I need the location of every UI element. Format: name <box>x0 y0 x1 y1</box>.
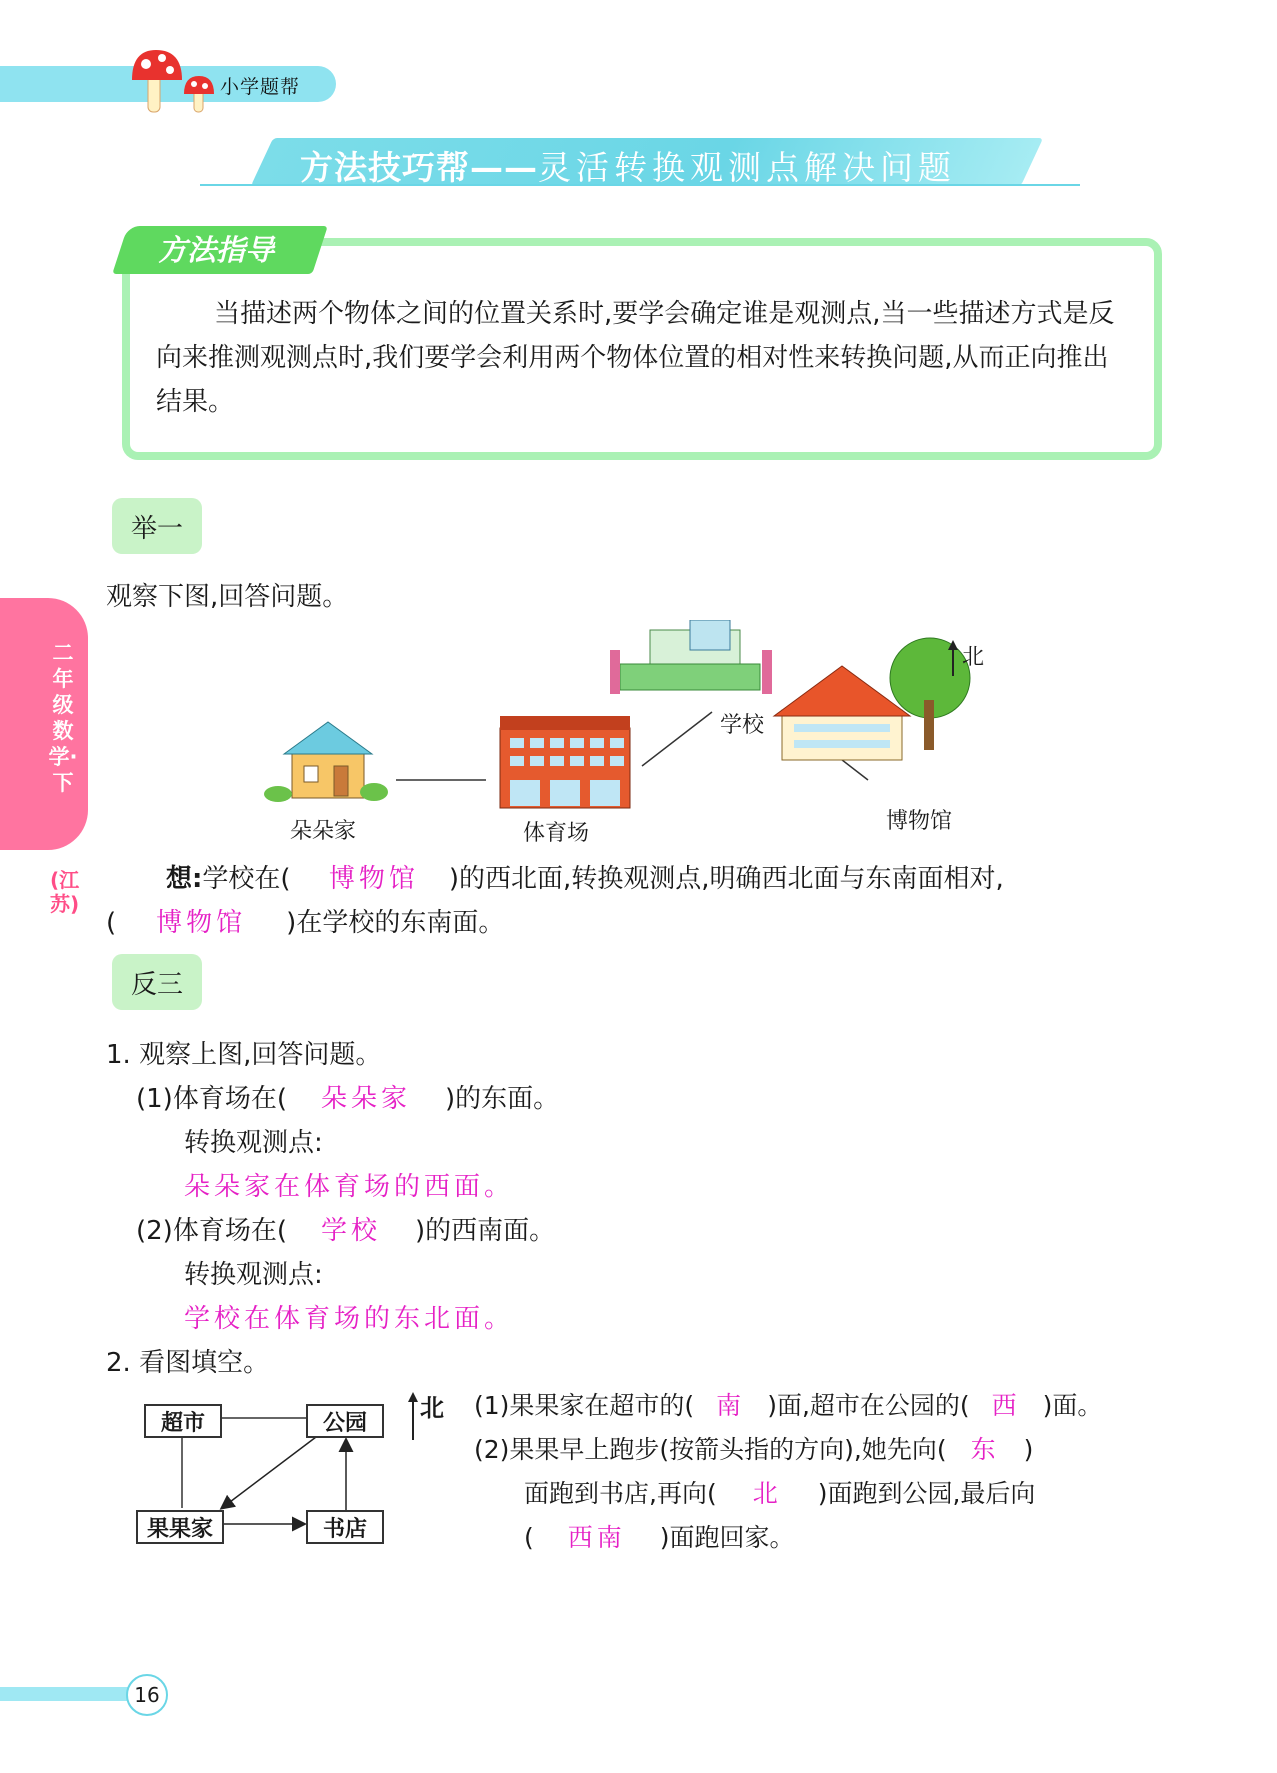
q2-2-f: )面跑回家。 <box>659 1523 795 1552</box>
q2-2-answer-1: 东 <box>970 1435 1000 1464</box>
school-building-icon <box>610 620 772 694</box>
label-stadium: 体育场 <box>523 821 590 846</box>
answer-museum-2: 博物馆 <box>156 908 247 938</box>
north-label: 北 <box>962 645 985 670</box>
q2-2-line-2 <box>524 1474 1035 1510</box>
region-label: (江苏) <box>50 868 80 916</box>
q2-2-c: 面跑到书店,再向( <box>524 1479 717 1508</box>
q2-2-line-1 <box>474 1430 1033 1466</box>
q2-2-answer-2: 北 <box>752 1479 782 1508</box>
q1-1-pre: (1)体育场在( <box>136 1084 287 1114</box>
q1-1-answer: 朵朵家 <box>320 1084 411 1114</box>
box-supermarket: 超市 <box>144 1404 222 1438</box>
q1-title: 1. 观察上图,回答问题。 <box>106 1040 382 1070</box>
grade-label: 二年级数学·下 <box>48 641 78 795</box>
think-text-2: )的西北面,转换观测点,明确西北面与东南面相对, <box>448 864 1004 894</box>
q1-2-answer: 学校 <box>320 1216 381 1246</box>
page-title <box>300 142 956 189</box>
north-label-2: 北 <box>420 1394 444 1422</box>
think-bold: 想: <box>166 864 203 894</box>
north-arrow-icon <box>946 638 960 678</box>
house-icon <box>264 722 388 802</box>
label-museum: 博物馆 <box>886 809 953 834</box>
box-bookstore: 书店 <box>306 1510 384 1544</box>
think-text-1: 学校在( <box>202 864 291 894</box>
q2-1-answer-1: 南 <box>716 1391 746 1420</box>
think-text-4: )在学校的东南面。 <box>286 908 505 938</box>
method-tag: 方法指导 <box>158 233 275 267</box>
example-prompt: 观察下图,回答问题。 <box>106 582 349 612</box>
q2-2-b: ) <box>1023 1435 1034 1464</box>
box-guoguo-home: 果果家 <box>136 1510 224 1544</box>
q2-2-answer-3: 西南 <box>567 1523 626 1552</box>
title-main: 方法技巧帮—— <box>300 148 538 187</box>
q1-1 <box>136 1078 559 1115</box>
q2-1-a: (1)果果家在超市的( <box>474 1391 695 1420</box>
practice-label: 反三 <box>112 954 202 1010</box>
q1-2-pre: (2)体育场在( <box>136 1216 287 1246</box>
think-text-3: ( <box>106 908 117 938</box>
q1-2 <box>136 1210 555 1247</box>
q1-2-post: )的西南面。 <box>415 1216 556 1246</box>
line-stadium-school <box>642 712 712 766</box>
q2-2-a: (2)果果早上跑步(按箭头指的方向),她先向( <box>474 1435 947 1464</box>
example-label: 举一 <box>112 498 202 554</box>
mushroom-logo-icon <box>128 44 228 116</box>
answer-museum-1: 博物馆 <box>328 864 419 894</box>
label-duoduo-home: 朵朵家 <box>290 819 357 844</box>
q2-2-e: ( <box>524 1523 534 1552</box>
q2-1 <box>474 1386 1102 1422</box>
q2-2-line-3 <box>524 1518 795 1554</box>
q1-1-post: )的东面。 <box>445 1084 560 1114</box>
q1-1-answer-sentence: 朵朵家在体育场的西面。 <box>184 1172 515 1202</box>
q1-1-convert: 转换观测点: <box>184 1128 323 1158</box>
north-arrow-icon-2 <box>406 1390 420 1442</box>
q2-1-c: )面。 <box>1042 1391 1103 1420</box>
page-number-bar <box>0 1687 140 1701</box>
method-text: 当描述两个物体之间的位置关系时,要学会确定谁是观测点,当一些描述方式是反向来推测观测点时,我们要学会利用两个物体位置的相对性来转换问题,从而正向推出结果。 <box>156 299 1115 417</box>
stadium-building-icon <box>500 716 630 808</box>
q1-2-answer-sentence: 学校在体育场的东北面。 <box>184 1304 515 1334</box>
box-park: 公园 <box>306 1404 384 1438</box>
brand-name: 小学题帮 <box>220 76 301 98</box>
q1-2-convert: 转换观测点: <box>184 1260 323 1290</box>
q2-2-d: )面跑到公园,最后向 <box>817 1479 1036 1508</box>
arrow-park-home <box>222 1434 320 1508</box>
q2-title: 2. 看图填空。 <box>106 1348 270 1378</box>
q2-1-answer-2: 西 <box>991 1391 1021 1420</box>
think-line-2 <box>106 902 504 939</box>
label-school: 学校 <box>720 713 765 738</box>
think-line-1 <box>166 858 1004 895</box>
title-sub: 灵活转换观测点解决问题 <box>538 148 956 187</box>
museum-building-icon <box>774 638 970 760</box>
q2-1-b: )面,超市在公园的( <box>767 1391 970 1420</box>
page-number: 16 <box>126 1674 168 1716</box>
